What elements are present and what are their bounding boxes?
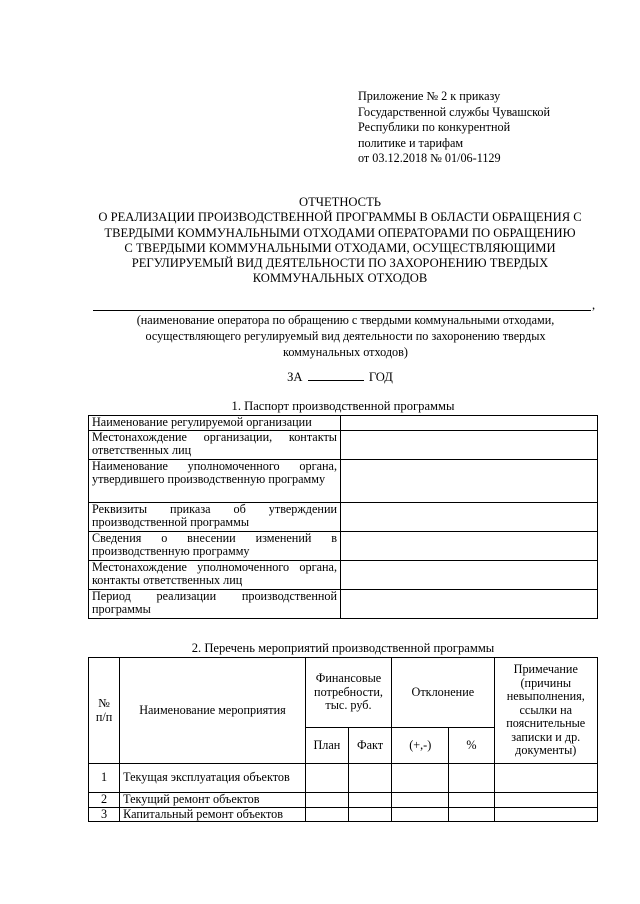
cell-plusminus[interactable]: [392, 764, 449, 793]
passport-table: [88, 415, 598, 619]
appendix-line: Приложение № 2 к приказу: [358, 89, 501, 103]
table-row: [89, 560, 598, 589]
section1-title: 1. Паспорт производственной программы: [231, 399, 455, 413]
passport-value[interactable]: [341, 430, 598, 459]
passport-label: Реквизиты приказа об утверждении производственной программы: [89, 502, 341, 531]
table-row: [89, 531, 598, 560]
title-line: КОММУНАЛЬНЫХ ОТХОДОВ: [252, 271, 428, 286]
header-name: Наименование мероприятия: [120, 658, 306, 764]
passport-label: Местонахождение организации, контакты ответственных лиц: [89, 430, 341, 459]
passport-label: Наименование регулируемой организации: [89, 416, 341, 431]
cell-fact[interactable]: [348, 807, 391, 822]
document-title: [70, 195, 610, 287]
table-row: [89, 764, 598, 793]
table-row: [89, 807, 598, 822]
table-row: [89, 416, 598, 431]
appendix-block: [358, 89, 608, 167]
operator-caption-line: (наименование оператора по обращению с твердыми коммунальными отходами,: [136, 313, 555, 327]
title-line: РЕГУЛИРУЕМЫЙ ВИД ДЕЯТЕЛЬНОСТИ ПО ЗАХОРОНЕНИЮ ТВЕРДЫХ: [131, 256, 549, 271]
cell-percent[interactable]: [449, 764, 494, 793]
row-name: Текущая эксплуатация объектов: [120, 764, 306, 793]
passport-value[interactable]: [341, 531, 598, 560]
cell-note[interactable]: [494, 793, 597, 808]
cell-fact[interactable]: [348, 793, 391, 808]
header-note: Примечание (причины невыполнения, ссылки на пояснительные записки и др. документы): [494, 658, 597, 764]
appendix-line: Республики по конкурентной: [358, 120, 511, 134]
cell-plan[interactable]: [305, 764, 348, 793]
passport-value[interactable]: [341, 589, 598, 618]
passport-value[interactable]: [341, 459, 598, 502]
appendix-line: политике и тарифам: [358, 135, 464, 150]
appendix-line: от 03.12.2018 № 01/06-1129: [358, 151, 501, 165]
header-fact: Факт: [348, 728, 391, 764]
header-deviation: Отклонение: [392, 658, 494, 728]
row-num: 1: [89, 764, 120, 793]
row-num: 2: [89, 793, 120, 808]
row-name: Текущий ремонт объектов: [120, 793, 306, 808]
cell-note[interactable]: [494, 807, 597, 822]
section2-title: 2. Перечень мероприятий производственной программы: [191, 641, 495, 655]
cell-note[interactable]: [494, 764, 597, 793]
row-num: 3: [89, 807, 120, 822]
header-num: № п/п: [89, 658, 120, 764]
passport-value[interactable]: [341, 502, 598, 531]
table-row: [89, 459, 598, 502]
cell-plusminus[interactable]: [392, 793, 449, 808]
table-row: [89, 430, 598, 459]
cell-percent[interactable]: [449, 793, 494, 808]
operator-caption: [93, 312, 598, 360]
title-line: О РЕАЛИЗАЦИИ ПРОИЗВОДСТВЕННОЙ ПРОГРАММЫ В ОБЛАСТИ ОБРАЩЕНИЯ С: [98, 210, 582, 225]
cell-plan[interactable]: [305, 807, 348, 822]
header-finance: Финансовые потребности, тыс. руб.: [305, 658, 391, 728]
cell-plan[interactable]: [305, 793, 348, 808]
appendix-line: Государственной службы Чувашской: [358, 104, 551, 119]
passport-label: Период реализации производственной программы: [89, 589, 341, 618]
header-plusminus: (+,-): [392, 728, 449, 764]
header-plan: План: [305, 728, 348, 764]
table-row: [89, 793, 598, 808]
cell-percent[interactable]: [449, 807, 494, 822]
operator-name-blank[interactable]: [93, 310, 591, 311]
header-row: [89, 658, 598, 728]
year-suffix: ГОД: [368, 370, 393, 384]
title-line: ОТЧЕТНОСТЬ: [298, 195, 382, 209]
operator-comma: ,: [592, 298, 596, 312]
cell-plusminus[interactable]: [392, 807, 449, 822]
operator-caption-line: осуществляющего регулируемый вид деятельности по захоронению твердых: [145, 329, 546, 343]
passport-value[interactable]: [341, 560, 598, 589]
passport-label: Сведения о внесении изменений в производственную программу: [89, 531, 341, 560]
passport-label: Местонахождение уполномоченного органа, контакты ответственных лиц: [89, 560, 341, 589]
title-line: ТВЕРДЫМИ КОММУНАЛЬНЫМИ ОТХОДАМИ ОПЕРАТОРАМИ ПО ОБРАЩЕНИЮ: [104, 225, 576, 240]
table-row: [89, 502, 598, 531]
report-year: [0, 369, 640, 385]
header-percent: %: [449, 728, 494, 764]
title-line: С ТВЕРДЫМИ КОММУНАЛЬНЫМИ ОТХОДАМИ, ОСУЩЕСТВЛЯЮЩИМИ: [124, 240, 556, 255]
passport-label: Наименование уполномоченного органа, утвердившего производственную программу: [89, 459, 341, 502]
row-name: Капитальный ремонт объектов: [120, 807, 306, 822]
passport-value[interactable]: [341, 416, 598, 431]
measures-table: [88, 657, 598, 822]
cell-fact[interactable]: [348, 764, 391, 793]
operator-caption-line: коммунальных отходов): [283, 345, 408, 359]
table-row: [89, 589, 598, 618]
year-blank[interactable]: [308, 369, 364, 381]
year-prefix: ЗА: [287, 370, 303, 384]
